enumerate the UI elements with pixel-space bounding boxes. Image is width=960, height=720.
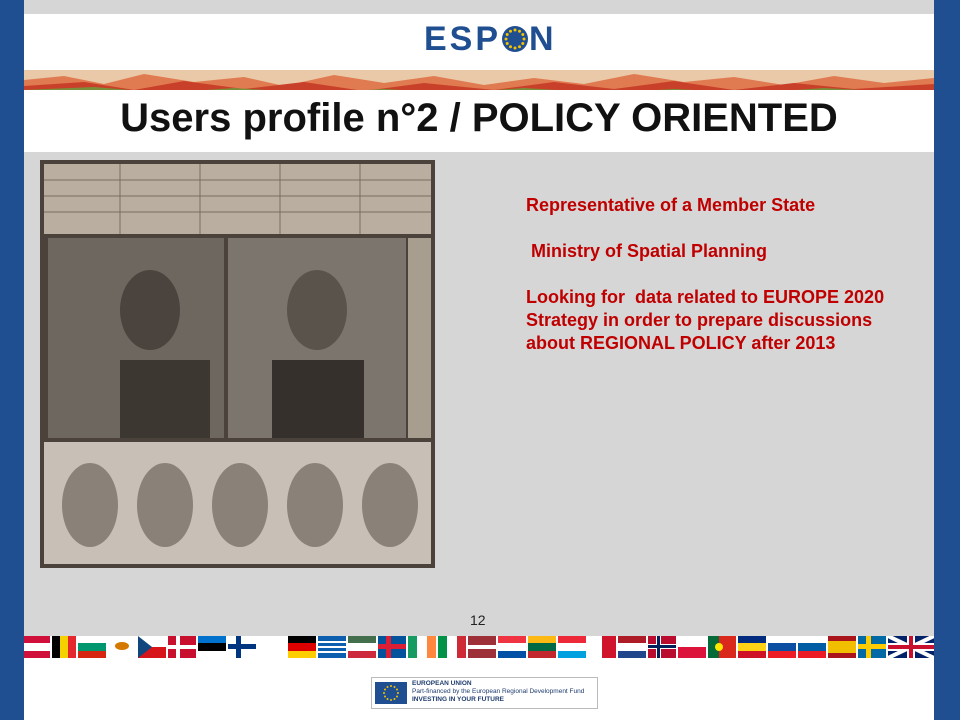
profile-line-goal: Looking for data related to EUROPE 2020 Strategy in order to prepare discussions about REGIONAL POLICY after 2013 bbox=[526, 287, 890, 353]
logo-prefix: ESP bbox=[424, 20, 502, 58]
right-border bbox=[934, 0, 960, 720]
archival-photo bbox=[40, 160, 435, 568]
eu-line-2: Part-financed by the European Regional Development Fund bbox=[412, 688, 585, 695]
eu-stars-icon bbox=[502, 26, 528, 52]
espon-logo bbox=[424, 20, 557, 59]
eu-funding-text bbox=[412, 680, 584, 704]
left-border bbox=[0, 0, 24, 720]
logo-suffix: N bbox=[529, 20, 557, 58]
eu-line-3: INVESTING IN YOUR FUTURE bbox=[412, 696, 504, 703]
profile-line-ministry: Ministry of Spatial Planning bbox=[526, 241, 768, 261]
profile-line-role: Representative of a Member State bbox=[526, 195, 816, 215]
eu-flag-icon bbox=[375, 682, 407, 704]
profile-description bbox=[526, 194, 906, 378]
eu-line-1: EUROPEAN UNION bbox=[412, 680, 472, 687]
flags-strip bbox=[24, 636, 934, 658]
eu-funding-badge bbox=[371, 677, 598, 709]
page-title: Users profile n°2 / POLICY ORIENTED bbox=[120, 96, 838, 140]
page-number: 12 bbox=[470, 612, 486, 628]
